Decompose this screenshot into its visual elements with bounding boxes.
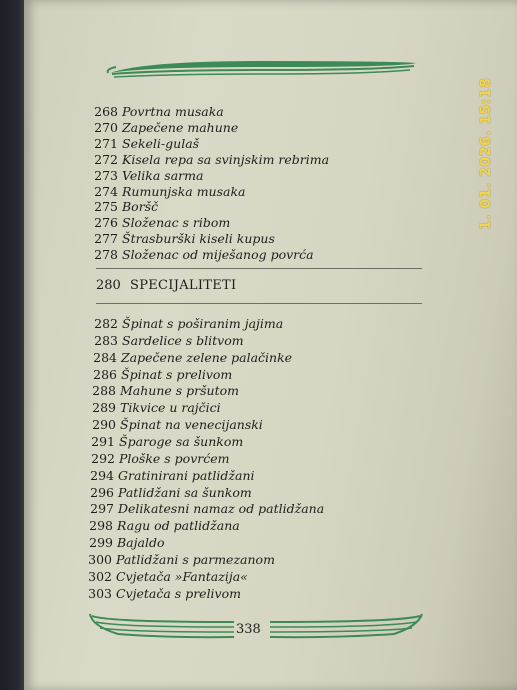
entry-title: Povrtna musaka bbox=[122, 104, 224, 119]
bottom-ornament-right bbox=[268, 612, 424, 640]
entry-page-number: 290 bbox=[92, 417, 116, 433]
entry-page-number: 274 bbox=[94, 183, 118, 199]
entry-page-number: 291 bbox=[91, 433, 115, 449]
entry-title: Mahune s pršutom bbox=[120, 383, 240, 399]
section-title: SPECIJALITETI bbox=[130, 278, 237, 293]
entry-title: Kisela repa sa svinjskim rebrima bbox=[122, 151, 330, 167]
toc-entry bbox=[0, 552, 414, 570]
entry-title: Patlidžani s parmezanom bbox=[116, 551, 275, 567]
entry-page-number: 271 bbox=[94, 135, 118, 151]
section-page-number: 280 bbox=[96, 278, 121, 293]
toc-entry bbox=[0, 247, 420, 265]
entry-page-number: 294 bbox=[90, 467, 114, 483]
entry-title: Šparoge sa šunkom bbox=[119, 433, 244, 449]
entry-title: Špinat na venecijanski bbox=[120, 417, 263, 433]
toc-entry bbox=[0, 535, 415, 553]
entry-title: Delikatesni namaz od patlidžana bbox=[118, 501, 325, 517]
entry-title: Bajaldo bbox=[117, 535, 165, 551]
entry-title: Zapečene mahune bbox=[122, 119, 239, 135]
entry-title: Štrasburški kiseli kupus bbox=[122, 231, 275, 247]
entry-page-number: 277 bbox=[94, 231, 118, 247]
page-number: 338 bbox=[236, 622, 261, 637]
toc-entry bbox=[0, 468, 416, 486]
entry-title: Zapečene zelene palačinke bbox=[121, 349, 293, 365]
entry-page-number: 273 bbox=[94, 167, 118, 183]
toc-entry bbox=[0, 333, 420, 351]
entry-page-number: 289 bbox=[92, 400, 116, 416]
entry-page-number: 284 bbox=[93, 349, 117, 365]
toc-entry bbox=[0, 518, 415, 536]
toc-entry bbox=[0, 451, 417, 469]
entry-page-number: 298 bbox=[89, 518, 113, 534]
entry-title: Cvjetača s prelivom bbox=[116, 585, 241, 601]
toc-entry bbox=[0, 417, 418, 435]
toc-entry bbox=[0, 400, 418, 418]
entry-title: Tikvice u rajčici bbox=[120, 400, 221, 416]
entry-page-number: 275 bbox=[94, 199, 118, 215]
entry-title: Ragu od patlidžana bbox=[117, 518, 240, 534]
toc-entry bbox=[0, 434, 417, 452]
entry-page-number: 282 bbox=[94, 316, 118, 331]
entry-title: Rumunjska musaka bbox=[122, 183, 246, 199]
entry-title: Velika sarma bbox=[122, 167, 204, 183]
entry-title: Špinat s poširanim jajima bbox=[122, 316, 284, 331]
entry-title: Ploške s povrćem bbox=[119, 450, 230, 466]
entry-title: Sekeli-gulaš bbox=[122, 135, 200, 151]
entry-page-number: 297 bbox=[90, 501, 114, 517]
entry-page-number: 286 bbox=[93, 366, 117, 382]
entry-title: Složenac s ribom bbox=[122, 215, 231, 231]
entry-page-number: 283 bbox=[94, 332, 118, 348]
entry-page-number: 276 bbox=[94, 215, 118, 231]
entry-title: Patlidžani sa šunkom bbox=[118, 484, 252, 500]
entry-page-number: 292 bbox=[91, 450, 115, 466]
bottom-ornament-left bbox=[88, 612, 236, 640]
entry-page-number: 300 bbox=[88, 551, 112, 567]
date-stamp: 1. 01. 2026. 15:18 bbox=[478, 77, 494, 230]
toc-entry bbox=[0, 350, 419, 368]
entry-page-number: 270 bbox=[94, 119, 118, 135]
entry-title: Špinat s prelivom bbox=[121, 366, 233, 382]
entry-page-number: 302 bbox=[88, 568, 112, 584]
toc-entry bbox=[0, 316, 420, 334]
top-ornament bbox=[104, 55, 422, 81]
entry-page-number: 299 bbox=[89, 535, 113, 551]
entry-page-number: 288 bbox=[92, 383, 116, 399]
toc-entry bbox=[0, 501, 416, 519]
entry-page-number: 272 bbox=[94, 151, 118, 167]
entry-page-number: 278 bbox=[94, 247, 118, 263]
entry-title: Gratinirani patlidžani bbox=[118, 467, 255, 483]
toc-entry bbox=[0, 485, 416, 503]
section-rule-top bbox=[96, 268, 422, 269]
entry-page-number: 303 bbox=[88, 585, 112, 601]
entry-title: Složenac od miješanog povrća bbox=[122, 247, 314, 263]
toc-entry bbox=[0, 383, 418, 401]
entry-title: Cvjetača »Fantazija« bbox=[116, 568, 248, 584]
section-rule-bottom bbox=[96, 303, 422, 304]
toc-entry bbox=[0, 586, 414, 604]
entry-title: Boršč bbox=[122, 199, 159, 215]
toc-entry bbox=[0, 367, 419, 385]
entry-title: Sardelice s blitvom bbox=[122, 332, 244, 348]
toc-entry bbox=[0, 569, 414, 587]
entry-page-number: 296 bbox=[90, 484, 114, 500]
entry-page-number: 268 bbox=[94, 104, 118, 119]
